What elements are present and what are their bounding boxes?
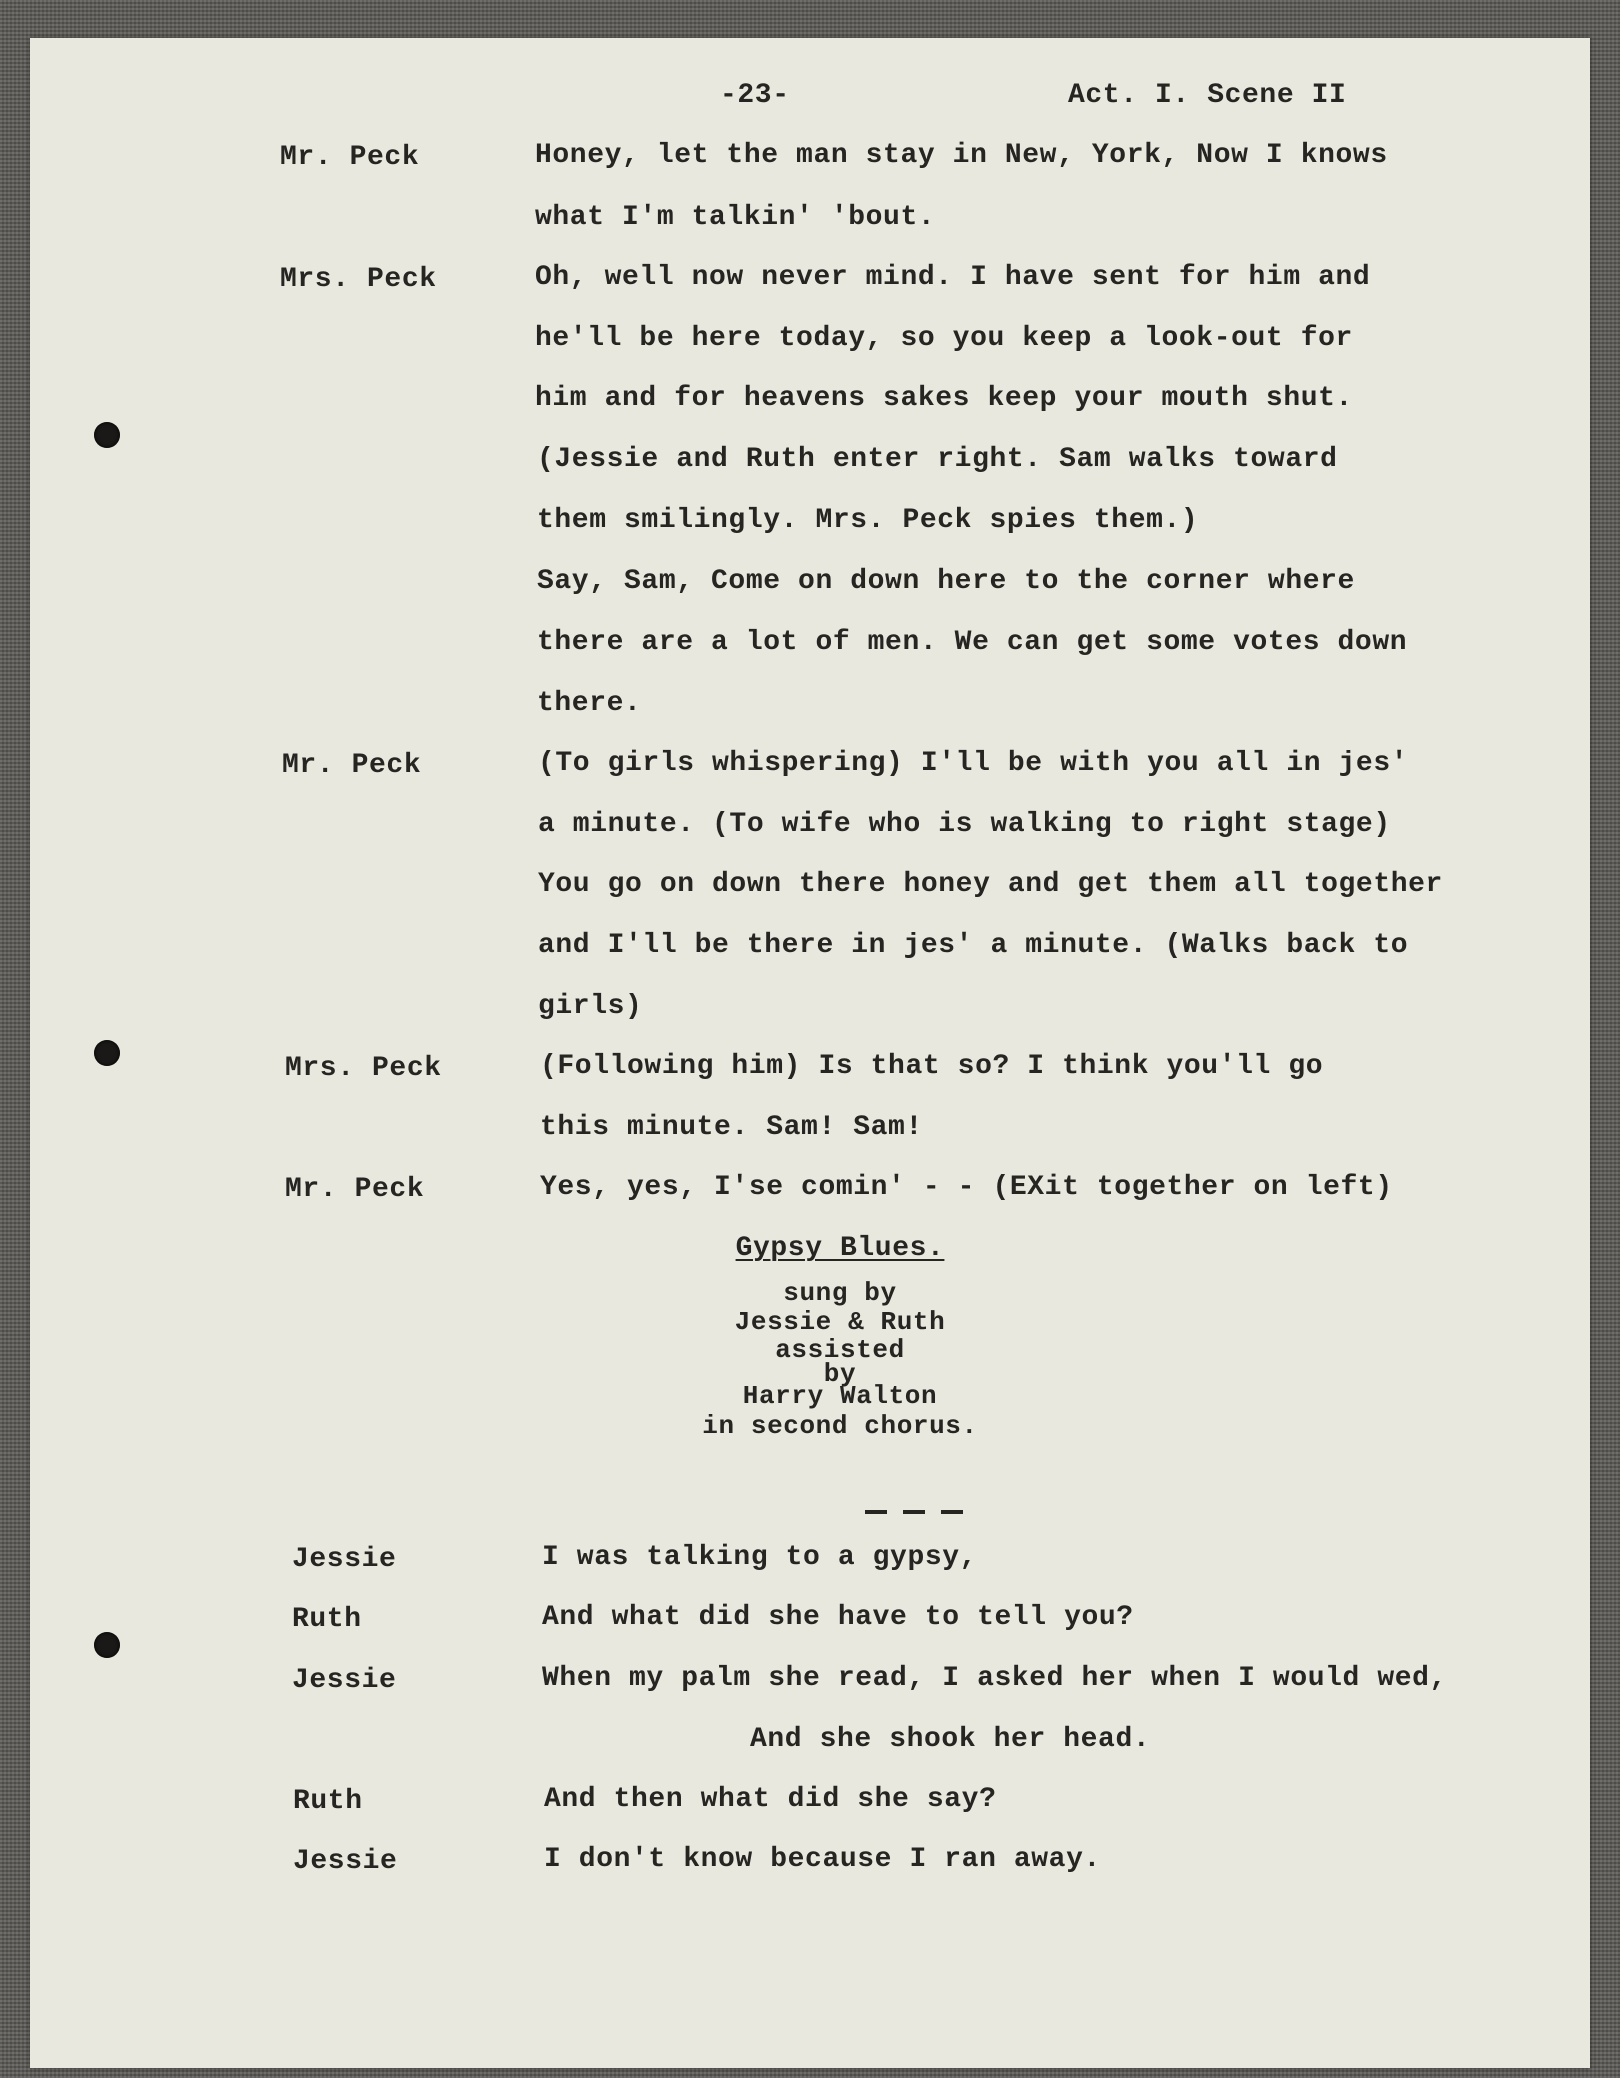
dialogue-line: this minute. Sam! Sam! — [540, 1112, 923, 1143]
song-credit: assisted — [775, 1335, 905, 1365]
page-number: -23- — [720, 80, 790, 111]
lyric-line: And then what did she say? — [544, 1784, 997, 1815]
dialogue-line: Yes, yes, I'se comin' - - (EXit together on left) — [540, 1172, 1393, 1203]
speaker-name: Jessie — [292, 1544, 397, 1575]
speaker-name: Mrs. Peck — [285, 1053, 442, 1084]
dialogue-line: You go on down there honey and get them all together — [538, 869, 1443, 900]
typescript-page — [30, 38, 1590, 2068]
speaker-name: Ruth — [292, 1604, 362, 1635]
stage-direction: them smilingly. Mrs. Peck spies them.) — [537, 505, 1199, 536]
dialogue-line: Say, Sam, Come on down here to the corner where — [537, 566, 1355, 597]
speaker-name: Mr. Peck — [282, 750, 422, 781]
speaker-name: Jessie — [293, 1846, 398, 1877]
dialogue-line: girls) — [538, 991, 643, 1022]
lyric-line: And she shook her head. — [750, 1724, 1151, 1755]
dialogue-line: Honey, let the man stay in New, York, Now I knows — [535, 140, 1388, 171]
lyric-line: I don't know because I ran away. — [544, 1844, 1101, 1875]
song-credit: Jessie & Ruth — [734, 1307, 946, 1337]
speaker-name: Mr. Peck — [280, 142, 420, 173]
speaker-name: Mr. Peck — [285, 1174, 425, 1205]
song-credit: sung by — [783, 1278, 897, 1308]
song-title: Gypsy Blues. — [735, 1233, 945, 1264]
section-separator — [865, 1510, 965, 1514]
dialogue-line: there are a lot of men. We can get some votes down — [537, 627, 1408, 658]
lyric-line: When my palm she read, I asked her when I would wed, — [542, 1663, 1447, 1694]
dialogue-line: and I'll be there in jes' a minute. (Walks back to — [538, 930, 1409, 961]
song-credit: Harry Walton — [742, 1381, 938, 1411]
speaker-name: Mrs. Peck — [280, 264, 437, 295]
dialogue-line: he'll be here today, so you keep a look-out for — [535, 323, 1353, 354]
dialogue-line: (Following him) Is that so? I think you'll go — [540, 1051, 1324, 1082]
punch-hole-middle — [94, 1040, 120, 1066]
act-scene-heading: Act. I. Scene II — [1068, 80, 1347, 111]
song-credit: by — [823, 1359, 857, 1389]
lyric-line: I was talking to a gypsy, — [542, 1542, 978, 1573]
speaker-name: Jessie — [292, 1665, 397, 1696]
dialogue-line: him and for heavens sakes keep your mouth shut. — [535, 383, 1353, 414]
dialogue-line: there. — [537, 688, 642, 719]
dialogue-line: Oh, well now never mind. I have sent for him and — [535, 262, 1371, 293]
speaker-name: Ruth — [293, 1786, 363, 1817]
lyric-line: And what did she have to tell you? — [542, 1602, 1134, 1633]
dialogue-line: (To girls whispering) I'll be with you all in jes' — [538, 748, 1409, 779]
song-credit: in second chorus. — [702, 1411, 978, 1441]
punch-hole-top — [94, 422, 120, 448]
dialogue-line: what I'm talkin' 'bout. — [535, 202, 936, 233]
stage-direction: (Jessie and Ruth enter right. Sam walks toward — [537, 444, 1338, 475]
dialogue-line: a minute. (To wife who is walking to right stage) — [538, 809, 1391, 840]
punch-hole-bottom — [94, 1632, 120, 1658]
